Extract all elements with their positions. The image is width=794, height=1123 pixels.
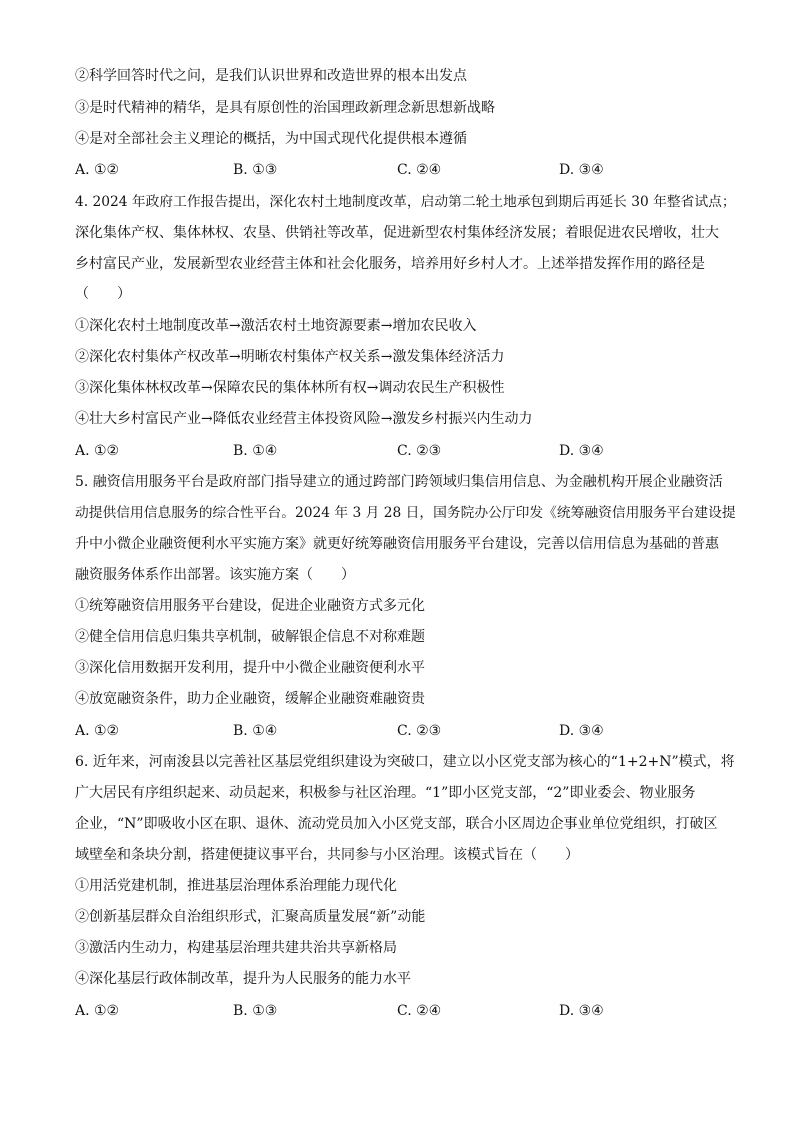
q6-item-3: ③激活内生动力，构建基层治理共建共治共享新格局: [75, 940, 397, 956]
q6-option-c[interactable]: C. ②④: [397, 1003, 442, 1019]
q5-item-1: ①统筹融资信用服务平台建设，促进企业融资方式多元化: [75, 598, 425, 614]
q6-stem-line-1: 6. 近年来，河南浚县以完善社区基层党组织建设为突破口，建立以小区党支部为核心的“1+2+N”模式，将: [75, 754, 735, 770]
q4-item-3: ③深化集体林权改革→保障农民的集体林所有权→调动农民生产积极性: [75, 380, 505, 396]
q3-option-a[interactable]: A. ①②: [75, 162, 120, 178]
q4-stem-line-3: 乡村富民产业，发展新型农业经营主体和社会化服务，培养用好乡村人才。上述举措发挥作用的路径是: [75, 256, 705, 272]
q5-option-a[interactable]: A. ①②: [75, 723, 120, 739]
q5-option-c[interactable]: C. ②③: [397, 723, 442, 739]
q4-item-4: ④壮大乡村富民产业→降低农业经营主体投资风险→激发乡村振兴内生动力: [75, 411, 533, 427]
q6-option-b[interactable]: B. ①③: [233, 1003, 278, 1019]
q5-stem-line-4: 融资服务体系作出部署。该实施方案（ ）: [75, 567, 355, 583]
q4-option-b[interactable]: B. ①④: [233, 443, 278, 459]
q6-item-1: ①用活党建机制，推进基层治理体系治理能力现代化: [75, 878, 397, 894]
q5-option-b[interactable]: B. ①④: [233, 723, 278, 739]
q6-option-d[interactable]: D. ③④: [559, 1003, 604, 1019]
q3-option-b[interactable]: B. ①③: [233, 162, 278, 178]
q5-item-2: ②健全信用信息归集共享机制，破解银企信息不对称难题: [75, 629, 425, 645]
q5-stem-line-2: 动提供信用信息服务的综合性平台。2024 年 3 月 28 日，国务院办公厅印发《统筹融资信用服务平台建设提: [75, 505, 736, 521]
q6-stem-line-4: 域壁垒和条块分割，搭建便捷议事平台，共同参与小区治理。该模式旨在（ ）: [75, 847, 579, 863]
q5-options: [75, 721, 745, 741]
q3-option-d[interactable]: D. ③④: [559, 162, 604, 178]
q6-item-4: ④深化基层行政体制改革，提升为人民服务的能力水平: [75, 971, 411, 987]
q3-item-2: ②科学回答时代之问，是我们认识世界和改造世界的根本出发点: [75, 68, 467, 84]
q4-option-a[interactable]: A. ①②: [75, 443, 120, 459]
q6-stem-line-3: 企业，“N”即吸收小区在职、退休、流动党员加入小区党支部，联合小区周边企事业单位党组织，打破区: [75, 816, 718, 832]
q4-stem-line-1: 4. 2024 年政府工作报告提出，深化农村土地制度改革，启动第二轮土地承包到期后再延长 30 年整省试点；: [75, 194, 736, 210]
q4-item-2: ②深化农村集体产权改革→明晰农村集体产权关系→激发集体经济活力: [75, 349, 505, 365]
q5-item-4: ④放宽融资条件，助力企业融资，缓解企业融资难融资贵: [75, 691, 425, 707]
q3-item-4: ④是对全部社会主义理论的概括，为中国式现代化提供根本遵循: [75, 131, 467, 147]
q4-option-c[interactable]: C. ②③: [397, 443, 442, 459]
q6-item-2: ②创新基层群众自治组织形式，汇聚高质量发展“新”动能: [75, 909, 426, 925]
q5-stem-line-3: 升中小微企业融资便利水平实施方案》就更好统筹融资信用服务平台建设，完善以信用信息为基础的普惠: [75, 536, 719, 552]
q4-options: [75, 441, 745, 461]
q5-stem-line-1: 5. 融资信用服务平台是政府部门指导建立的通过跨部门跨领域归集信用信息、为金融机构开展企业融资活: [75, 474, 723, 490]
q4-stem-line-4: （ ）: [75, 286, 131, 302]
q3-options: [75, 160, 745, 180]
q4-item-1: ①深化农村土地制度改革→激活农村土地资源要素→增加农民收入: [75, 318, 477, 334]
q3-option-c[interactable]: C. ②④: [397, 162, 442, 178]
q3-item-3: ③是时代精神的精华，是具有原创性的治国理政新理念新思想新战略: [75, 100, 495, 116]
q4-option-d[interactable]: D. ③④: [559, 443, 604, 459]
q6-stem-line-2: 广大居民有序组织起来、动员起来，积极参与社区治理。“1”即小区党支部，“2”即业委会、物业服务: [75, 785, 696, 801]
q5-option-d[interactable]: D. ③④: [559, 723, 604, 739]
q6-options: [75, 1001, 745, 1021]
q5-item-3: ③深化信用数据开发利用，提升中小微企业融资便利水平: [75, 660, 425, 676]
q4-stem-line-2: 深化集体产权、集体林权、农垦、供销社等改革，促进新型农村集体经济发展；着眼促进农民增收，壮大: [75, 225, 719, 241]
q6-option-a[interactable]: A. ①②: [75, 1003, 120, 1019]
